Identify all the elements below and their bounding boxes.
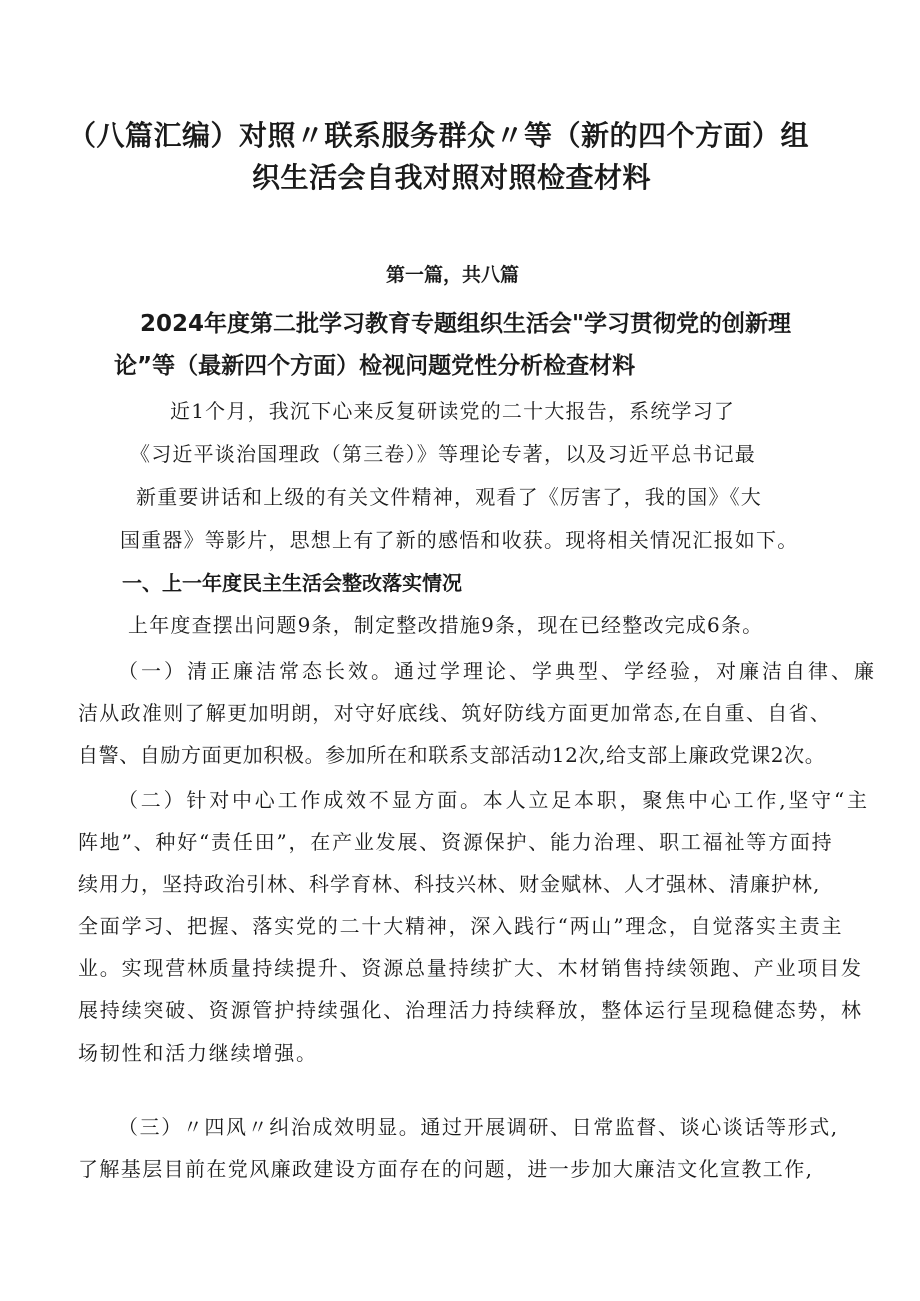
intro-line-2: 《习近平谈治国理政（第三卷）》等理论专著，以及习近平总书记最 xyxy=(130,442,756,466)
intro-line-1: 近1个月，我沉下心来反复研读党的二十大报告，系统学习了 xyxy=(170,399,736,423)
para-2-line-2: 阵地”、种好“责任田”，在产业发展、资源保护、能力治理、职工福祉等方面持 xyxy=(78,830,834,854)
para-2-line-5: 业。实现营林质量持续提升、资源总量持续扩大、木材销售持续领跑、产业项目发 xyxy=(78,956,863,980)
intro-line-4: 国重器》等影片，思想上有了新的感悟和收获。现将相关情况汇报如下。 xyxy=(120,528,799,552)
section-label: 第一篇，共八篇 xyxy=(386,264,520,286)
para-1-line-2: 洁从政准则了解更加明朗，对守好底线、筑好防线方面更加常态,在自重、自省、 xyxy=(78,701,832,725)
para-2-line-1: （二）针对中心工作成效不显方面。本人立足本职，聚焦中心工作,坚守“主 xyxy=(118,788,870,812)
para-3-line-1: （三）〃四风〃纠治成效明显。通过开展调研、日常监督、谈心谈话等形式, xyxy=(118,1115,839,1139)
summary-line: 上年度查摆出问题9条，制定整改措施9条，现在已经整改完成6条。 xyxy=(128,613,764,637)
document-title-line-2: 织生活会自我对照对照检查材料 xyxy=(252,161,652,194)
document-title-line-1: （八篇汇编）对照〃联系服务群众〃等（新的四个方面）组 xyxy=(68,119,810,152)
subtitle-line-1: 2024年度第二批学习教育专题组织生活会"学习贯彻党的创新理 xyxy=(140,311,791,337)
subtitle-line-2: 论”等（最新四个方面）检视问题党性分析检查材料 xyxy=(114,353,636,379)
para-2-line-6: 展持续突破、资源管护持续强化、治理活力持续释放，整体运行呈现稳健态势，林 xyxy=(78,998,863,1022)
para-1-line-3: 自警、自励方面更加积极。参加所在和联系支部活动12次,给支部上廉政党课2次。 xyxy=(78,743,826,767)
para-3-line-2: 了解基层目前在党风廉政建设方面存在的问题，进一步加大廉洁文化宣教工作, xyxy=(78,1157,814,1181)
para-2-line-4: 全面学习、把握、落实党的二十大精神，深入践行“两山”理念，自觉落实主责主 xyxy=(78,914,844,938)
intro-line-3: 新重要讲话和上级的有关文件精神，观看了《厉害了，我的国》《大 xyxy=(136,485,762,509)
para-2-line-3: 续用力，坚持政治引林、科学育林、科技兴林、财金赋林、人才强林、清廉护林, xyxy=(78,872,821,896)
para-2-line-7: 场韧性和活力继续增强。 xyxy=(78,1041,318,1065)
para-1-line-1: （一）清正廉洁常态长效。通过学理论、学典型、学经验，对廉洁自律、廉 xyxy=(118,659,877,683)
section-heading-1: 一、上一年度民主生活会整改落实情况 xyxy=(122,571,462,595)
